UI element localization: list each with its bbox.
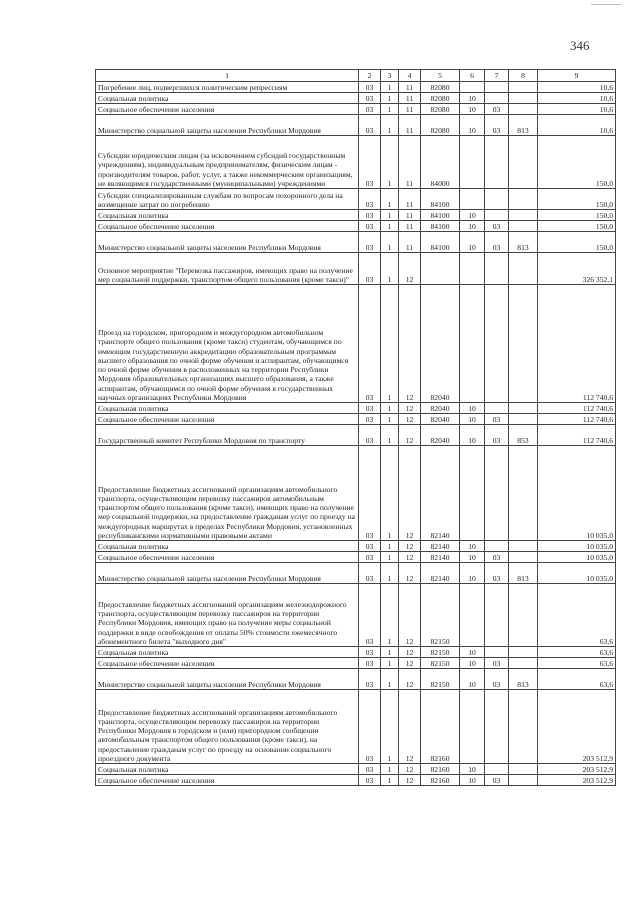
row-name-cell: Социальное обеспечение населения bbox=[96, 775, 359, 786]
program-code-cell: 03 bbox=[359, 446, 381, 541]
subprogram-code-cell: 1 bbox=[381, 414, 399, 425]
row-name-cell: Предоставление бюджетных ассигнований организациям автомобильного транспорта, осуществляющим перевозку пассажиров автомобильным транспортом общего пользования (кроме такси), имеющих право на получение мер социальной поддержки, на предоставление гражданам услуг по проезду на междугородных маршрутах в пределах Республики Мордовия, установленных республиканскими нормативными правовыми актами bbox=[96, 446, 359, 541]
section-code-cell bbox=[460, 189, 485, 210]
subsection-code-cell: 03 bbox=[485, 115, 509, 136]
table-row bbox=[96, 552, 616, 563]
program-code-cell: 03 bbox=[359, 414, 381, 425]
direction-code-cell: 84100 bbox=[421, 189, 460, 210]
event-code-cell: 12 bbox=[399, 647, 421, 658]
direction-code-cell: 82080 bbox=[421, 115, 460, 136]
subprogram-code-cell: 1 bbox=[381, 669, 399, 690]
subprogram-code-cell: 1 bbox=[381, 221, 399, 232]
ministry-code-cell bbox=[509, 775, 538, 786]
amount-cell: 150,0 bbox=[538, 210, 616, 221]
amount-cell: 112 740,6 bbox=[538, 414, 616, 425]
amount-cell: 10,6 bbox=[538, 82, 616, 93]
table-row bbox=[96, 221, 616, 232]
subprogram-code-cell: 1 bbox=[381, 764, 399, 775]
subprogram-code-cell: 1 bbox=[381, 584, 399, 647]
amount-cell: 150,0 bbox=[538, 232, 616, 253]
subsection-code-cell bbox=[485, 82, 509, 93]
section-code-cell: 10 bbox=[460, 403, 485, 414]
event-code-cell: 12 bbox=[399, 775, 421, 786]
section-code-cell: 10 bbox=[460, 658, 485, 669]
program-code-cell: 03 bbox=[359, 775, 381, 786]
direction-code-cell: 82040 bbox=[421, 285, 460, 403]
event-code-cell: 12 bbox=[399, 414, 421, 425]
subsection-code-cell bbox=[485, 647, 509, 658]
table-row bbox=[96, 285, 616, 403]
column-header: 3 bbox=[381, 70, 399, 82]
column-header: 4 bbox=[399, 70, 421, 82]
amount-cell: 63,6 bbox=[538, 584, 616, 647]
subsection-code-cell: 03 bbox=[485, 658, 509, 669]
direction-code-cell: 82160 bbox=[421, 690, 460, 764]
amount-cell: 10,6 bbox=[538, 115, 616, 136]
ministry-code-cell: 813 bbox=[509, 669, 538, 690]
subsection-code-cell bbox=[485, 690, 509, 764]
section-code-cell: 10 bbox=[460, 764, 485, 775]
ministry-code-cell bbox=[509, 658, 538, 669]
subsection-code-cell bbox=[485, 93, 509, 104]
table-row bbox=[96, 104, 616, 115]
row-name-cell: Государственный комитет Республики Мордовия по транспорту bbox=[96, 425, 359, 446]
ministry-code-cell: 813 bbox=[509, 115, 538, 136]
subprogram-code-cell: 1 bbox=[381, 541, 399, 552]
amount-cell: 112 740,6 bbox=[538, 285, 616, 403]
subsection-code-cell: 03 bbox=[485, 104, 509, 115]
table-row bbox=[96, 93, 616, 104]
section-code-cell: 10 bbox=[460, 93, 485, 104]
amount-cell: 10,6 bbox=[538, 93, 616, 104]
amount-cell: 150,0 bbox=[538, 221, 616, 232]
subprogram-code-cell: 1 bbox=[381, 93, 399, 104]
direction-code-cell: 82140 bbox=[421, 541, 460, 552]
ministry-code-cell bbox=[509, 764, 538, 775]
row-name-cell: Социальная политика bbox=[96, 210, 359, 221]
subprogram-code-cell: 1 bbox=[381, 104, 399, 115]
table-row bbox=[96, 541, 616, 552]
section-code-cell: 10 bbox=[460, 232, 485, 253]
subsection-code-cell: 03 bbox=[485, 552, 509, 563]
table-row bbox=[96, 253, 616, 285]
direction-code-cell: 82160 bbox=[421, 775, 460, 786]
ministry-code-cell bbox=[509, 93, 538, 104]
direction-code-cell: 82150 bbox=[421, 584, 460, 647]
table-row bbox=[96, 403, 616, 414]
direction-code-cell: 82160 bbox=[421, 764, 460, 775]
event-code-cell: 11 bbox=[399, 210, 421, 221]
event-code-cell: 12 bbox=[399, 285, 421, 403]
row-name-cell: Субсидии специализированным службам по вопросам похоронного дела на возмещение затрат по погребению bbox=[96, 189, 359, 210]
direction-code-cell: 84000 bbox=[421, 136, 460, 189]
row-name-cell: Министерство социальной защиты населения Республики Мордовия bbox=[96, 232, 359, 253]
ministry-code-cell bbox=[509, 104, 538, 115]
budget-table bbox=[95, 69, 616, 786]
program-code-cell: 03 bbox=[359, 136, 381, 189]
section-code-cell: 10 bbox=[460, 115, 485, 136]
subsection-code-cell: 03 bbox=[485, 232, 509, 253]
subsection-code-cell bbox=[485, 764, 509, 775]
column-header: 1 bbox=[96, 70, 359, 82]
subprogram-code-cell: 1 bbox=[381, 563, 399, 584]
subprogram-code-cell: 1 bbox=[381, 446, 399, 541]
subsection-code-cell bbox=[485, 584, 509, 647]
column-header: 7 bbox=[485, 70, 509, 82]
direction-code-cell: 82040 bbox=[421, 403, 460, 414]
amount-cell: 10 035,0 bbox=[538, 446, 616, 541]
ministry-code-cell bbox=[509, 584, 538, 647]
subprogram-code-cell: 1 bbox=[381, 775, 399, 786]
section-code-cell bbox=[460, 136, 485, 189]
ministry-code-cell bbox=[509, 221, 538, 232]
row-name-cell: Министерство социальной защиты населения Республики Мордовия bbox=[96, 115, 359, 136]
direction-code-cell: 82040 bbox=[421, 414, 460, 425]
event-code-cell: 11 bbox=[399, 136, 421, 189]
amount-cell: 203 512,9 bbox=[538, 764, 616, 775]
row-name-cell: Основное мероприятие "Перевозка пассажиров, имеющих право на получение мер социальной поддержки, транспортом общего пользования (кроме такси)" bbox=[96, 253, 359, 285]
program-code-cell: 03 bbox=[359, 669, 381, 690]
amount-cell: 150,0 bbox=[538, 189, 616, 210]
subprogram-code-cell: 1 bbox=[381, 658, 399, 669]
program-code-cell: 03 bbox=[359, 253, 381, 285]
direction-code-cell: 82040 bbox=[421, 425, 460, 446]
subprogram-code-cell: 1 bbox=[381, 552, 399, 563]
subprogram-code-cell: 1 bbox=[381, 82, 399, 93]
event-code-cell: 12 bbox=[399, 658, 421, 669]
amount-cell: 112 740,6 bbox=[538, 425, 616, 446]
section-code-cell: 10 bbox=[460, 414, 485, 425]
program-code-cell: 03 bbox=[359, 210, 381, 221]
section-code-cell: 10 bbox=[460, 775, 485, 786]
event-code-cell: 11 bbox=[399, 189, 421, 210]
direction-code-cell: 82080 bbox=[421, 93, 460, 104]
table-row bbox=[96, 446, 616, 541]
amount-cell: 10,6 bbox=[538, 104, 616, 115]
subprogram-code-cell: 1 bbox=[381, 253, 399, 285]
ministry-code-cell: 853 bbox=[509, 425, 538, 446]
amount-cell: 203 512,9 bbox=[538, 690, 616, 764]
direction-code-cell: 82080 bbox=[421, 82, 460, 93]
column-header: 6 bbox=[460, 70, 485, 82]
section-code-cell: 10 bbox=[460, 221, 485, 232]
ministry-code-cell bbox=[509, 82, 538, 93]
section-code-cell: 10 bbox=[460, 647, 485, 658]
direction-code-cell: 82150 bbox=[421, 647, 460, 658]
program-code-cell: 03 bbox=[359, 93, 381, 104]
ministry-code-cell: 813 bbox=[509, 232, 538, 253]
ministry-code-cell bbox=[509, 403, 538, 414]
ministry-code-cell bbox=[509, 446, 538, 541]
subprogram-code-cell: 1 bbox=[381, 189, 399, 210]
event-code-cell: 11 bbox=[399, 115, 421, 136]
event-code-cell: 11 bbox=[399, 82, 421, 93]
program-code-cell: 03 bbox=[359, 584, 381, 647]
event-code-cell: 12 bbox=[399, 446, 421, 541]
subsection-code-cell bbox=[485, 136, 509, 189]
event-code-cell: 11 bbox=[399, 232, 421, 253]
row-name-cell: Министерство социальной защиты населения Республики Мордовия bbox=[96, 669, 359, 690]
amount-cell: 10 035,0 bbox=[538, 552, 616, 563]
row-name-cell: Социальная политика bbox=[96, 647, 359, 658]
subsection-code-cell: 03 bbox=[485, 425, 509, 446]
subsection-code-cell bbox=[485, 210, 509, 221]
page-number: 346 bbox=[570, 38, 590, 53]
program-code-cell: 03 bbox=[359, 690, 381, 764]
column-number-row bbox=[96, 70, 616, 82]
table-row bbox=[96, 658, 616, 669]
row-name-cell: Социальное обеспечение населения bbox=[96, 104, 359, 115]
subsection-code-cell: 03 bbox=[485, 669, 509, 690]
direction-code-cell: 84100 bbox=[421, 221, 460, 232]
table-row bbox=[96, 189, 616, 210]
column-header: 5 bbox=[421, 70, 460, 82]
subsection-code-cell bbox=[485, 253, 509, 285]
subprogram-code-cell: 1 bbox=[381, 690, 399, 764]
direction-code-cell: 82140 bbox=[421, 446, 460, 541]
program-code-cell: 03 bbox=[359, 104, 381, 115]
table-row bbox=[96, 584, 616, 647]
program-code-cell: 03 bbox=[359, 232, 381, 253]
section-code-cell: 10 bbox=[460, 669, 485, 690]
row-name-cell: Предоставление бюджетных ассигнований организациям железнодорожного транспорта, осуществляющим перевозку пассажиров на территории Республики Мордовия, имеющих право на получение меры социальной поддержки в виде освобождения от оплаты 50% стоимости ежемесячного абонементного билета "выходного дня" bbox=[96, 584, 359, 647]
program-code-cell: 03 bbox=[359, 425, 381, 446]
subprogram-code-cell: 1 bbox=[381, 232, 399, 253]
program-code-cell: 03 bbox=[359, 115, 381, 136]
subsection-code-cell bbox=[485, 446, 509, 541]
amount-cell: 63,6 bbox=[538, 658, 616, 669]
row-name-cell: Социальная политика bbox=[96, 93, 359, 104]
table-row bbox=[96, 690, 616, 764]
program-code-cell: 03 bbox=[359, 764, 381, 775]
row-name-cell: Проезд на городском, пригородном и междугородном автомобильном транспорте общего пользования (кроме такси) студентам, обучающимся по имеющим государственную аккредитацию образовательным программам высшего образования по очной форме обучения и аспирантам, обучающимся по очной форме обучения в расположенных на территории Республики Мордовия образовательных организациях высшего образования, а также аспирантам, обучающимся по очной форме обучения в государственных научных организациях Республики Мордовия bbox=[96, 285, 359, 403]
event-code-cell: 12 bbox=[399, 541, 421, 552]
event-code-cell: 12 bbox=[399, 425, 421, 446]
table-row bbox=[96, 232, 616, 253]
subsection-code-cell: 03 bbox=[485, 775, 509, 786]
program-code-cell: 03 bbox=[359, 221, 381, 232]
event-code-cell: 12 bbox=[399, 403, 421, 414]
subsection-code-cell bbox=[485, 403, 509, 414]
program-code-cell: 03 bbox=[359, 647, 381, 658]
event-code-cell: 12 bbox=[399, 563, 421, 584]
program-code-cell: 03 bbox=[359, 658, 381, 669]
row-name-cell: Министерство социальной защиты населения Республики Мордовия bbox=[96, 563, 359, 584]
ministry-code-cell bbox=[509, 253, 538, 285]
table-row bbox=[96, 414, 616, 425]
program-code-cell: 03 bbox=[359, 403, 381, 414]
column-header: 2 bbox=[359, 70, 381, 82]
event-code-cell: 11 bbox=[399, 221, 421, 232]
table-row bbox=[96, 210, 616, 221]
table-row bbox=[96, 647, 616, 658]
section-code-cell bbox=[460, 285, 485, 403]
direction-code-cell: 82150 bbox=[421, 658, 460, 669]
event-code-cell: 12 bbox=[399, 253, 421, 285]
ministry-code-cell bbox=[509, 189, 538, 210]
event-code-cell: 12 bbox=[399, 690, 421, 764]
section-code-cell: 10 bbox=[460, 210, 485, 221]
section-code-cell: 10 bbox=[460, 104, 485, 115]
amount-cell: 63,6 bbox=[538, 669, 616, 690]
amount-cell: 203 512,9 bbox=[538, 775, 616, 786]
section-code-cell bbox=[460, 82, 485, 93]
subsection-code-cell: 03 bbox=[485, 414, 509, 425]
row-name-cell: Социальное обеспечение населения bbox=[96, 658, 359, 669]
row-name-cell: Социальная политика bbox=[96, 403, 359, 414]
row-name-cell: Социальное обеспечение населения bbox=[96, 552, 359, 563]
subprogram-code-cell: 1 bbox=[381, 115, 399, 136]
table-row bbox=[96, 425, 616, 446]
direction-code-cell: 82140 bbox=[421, 552, 460, 563]
ministry-code-cell bbox=[509, 552, 538, 563]
scan-mark bbox=[591, 4, 621, 5]
program-code-cell: 03 bbox=[359, 189, 381, 210]
subprogram-code-cell: 1 bbox=[381, 647, 399, 658]
table-row bbox=[96, 775, 616, 786]
program-code-cell: 03 bbox=[359, 563, 381, 584]
program-code-cell: 03 bbox=[359, 541, 381, 552]
row-name-cell: Погребение лиц, подвергшихся политическим репрессиям bbox=[96, 82, 359, 93]
amount-cell: 112 740,6 bbox=[538, 403, 616, 414]
program-code-cell: 03 bbox=[359, 552, 381, 563]
program-code-cell: 03 bbox=[359, 285, 381, 403]
program-code-cell: 03 bbox=[359, 82, 381, 93]
direction-code-cell: 82140 bbox=[421, 563, 460, 584]
event-code-cell: 11 bbox=[399, 104, 421, 115]
section-code-cell bbox=[460, 690, 485, 764]
table-row bbox=[96, 669, 616, 690]
column-header: 9 bbox=[538, 70, 616, 82]
section-code-cell: 10 bbox=[460, 425, 485, 446]
section-code-cell bbox=[460, 253, 485, 285]
section-code-cell bbox=[460, 446, 485, 541]
section-code-cell: 10 bbox=[460, 552, 485, 563]
amount-cell: 10 035,0 bbox=[538, 563, 616, 584]
ministry-code-cell bbox=[509, 285, 538, 403]
table-row bbox=[96, 82, 616, 93]
event-code-cell: 12 bbox=[399, 669, 421, 690]
ministry-code-cell bbox=[509, 414, 538, 425]
subsection-code-cell bbox=[485, 541, 509, 552]
direction-code-cell bbox=[421, 253, 460, 285]
subprogram-code-cell: 1 bbox=[381, 210, 399, 221]
amount-cell: 63,6 bbox=[538, 647, 616, 658]
row-name-cell: Предоставление бюджетных ассигнований организациям автомобильного транспорта, осуществляющим перевозку пассажиров на территории Республики Мордовия в городском и (или) пригородном сообщении автомобильным транспортом общего пользования (кроме такси), на предоставление гражданам услуг по проезду на основании социального проездного документа bbox=[96, 690, 359, 764]
direction-code-cell: 84100 bbox=[421, 210, 460, 221]
amount-cell: 10 035,0 bbox=[538, 541, 616, 552]
direction-code-cell: 84100 bbox=[421, 232, 460, 253]
ministry-code-cell bbox=[509, 541, 538, 552]
table-row bbox=[96, 115, 616, 136]
ministry-code-cell bbox=[509, 210, 538, 221]
row-name-cell: Социальная политика bbox=[96, 764, 359, 775]
ministry-code-cell bbox=[509, 690, 538, 764]
table-row bbox=[96, 563, 616, 584]
subprogram-code-cell: 1 bbox=[381, 425, 399, 446]
subsection-code-cell bbox=[485, 285, 509, 403]
direction-code-cell: 82080 bbox=[421, 104, 460, 115]
amount-cell: 326 352,1 bbox=[538, 253, 616, 285]
event-code-cell: 12 bbox=[399, 552, 421, 563]
row-name-cell: Социальное обеспечение населения bbox=[96, 414, 359, 425]
event-code-cell: 12 bbox=[399, 584, 421, 647]
section-code-cell bbox=[460, 584, 485, 647]
row-name-cell: Социальная политика bbox=[96, 541, 359, 552]
subsection-code-cell: 03 bbox=[485, 221, 509, 232]
event-code-cell: 12 bbox=[399, 764, 421, 775]
amount-cell: 150,0 bbox=[538, 136, 616, 189]
ministry-code-cell bbox=[509, 647, 538, 658]
row-name-cell: Социальное обеспечение населения bbox=[96, 221, 359, 232]
direction-code-cell: 82150 bbox=[421, 669, 460, 690]
ministry-code-cell: 813 bbox=[509, 563, 538, 584]
table-body bbox=[96, 82, 616, 786]
event-code-cell: 11 bbox=[399, 93, 421, 104]
ministry-code-cell bbox=[509, 136, 538, 189]
section-code-cell: 10 bbox=[460, 563, 485, 584]
subsection-code-cell bbox=[485, 189, 509, 210]
subprogram-code-cell: 1 bbox=[381, 403, 399, 414]
subsection-code-cell: 03 bbox=[485, 563, 509, 584]
subprogram-code-cell: 1 bbox=[381, 136, 399, 189]
column-header: 8 bbox=[509, 70, 538, 82]
row-name-cell: Субсидии юридическим лицам (за исключением субсидий государственным учреждениям), индивидуальным предпринимателям, физическим лицам - производителям товаров, работ, услуг, а также некоммерческим организациям, не являющимся государственными (муниципальными) учреждениями bbox=[96, 136, 359, 189]
table-row bbox=[96, 136, 616, 189]
subprogram-code-cell: 1 bbox=[381, 285, 399, 403]
table-row bbox=[96, 764, 616, 775]
section-code-cell: 10 bbox=[460, 541, 485, 552]
